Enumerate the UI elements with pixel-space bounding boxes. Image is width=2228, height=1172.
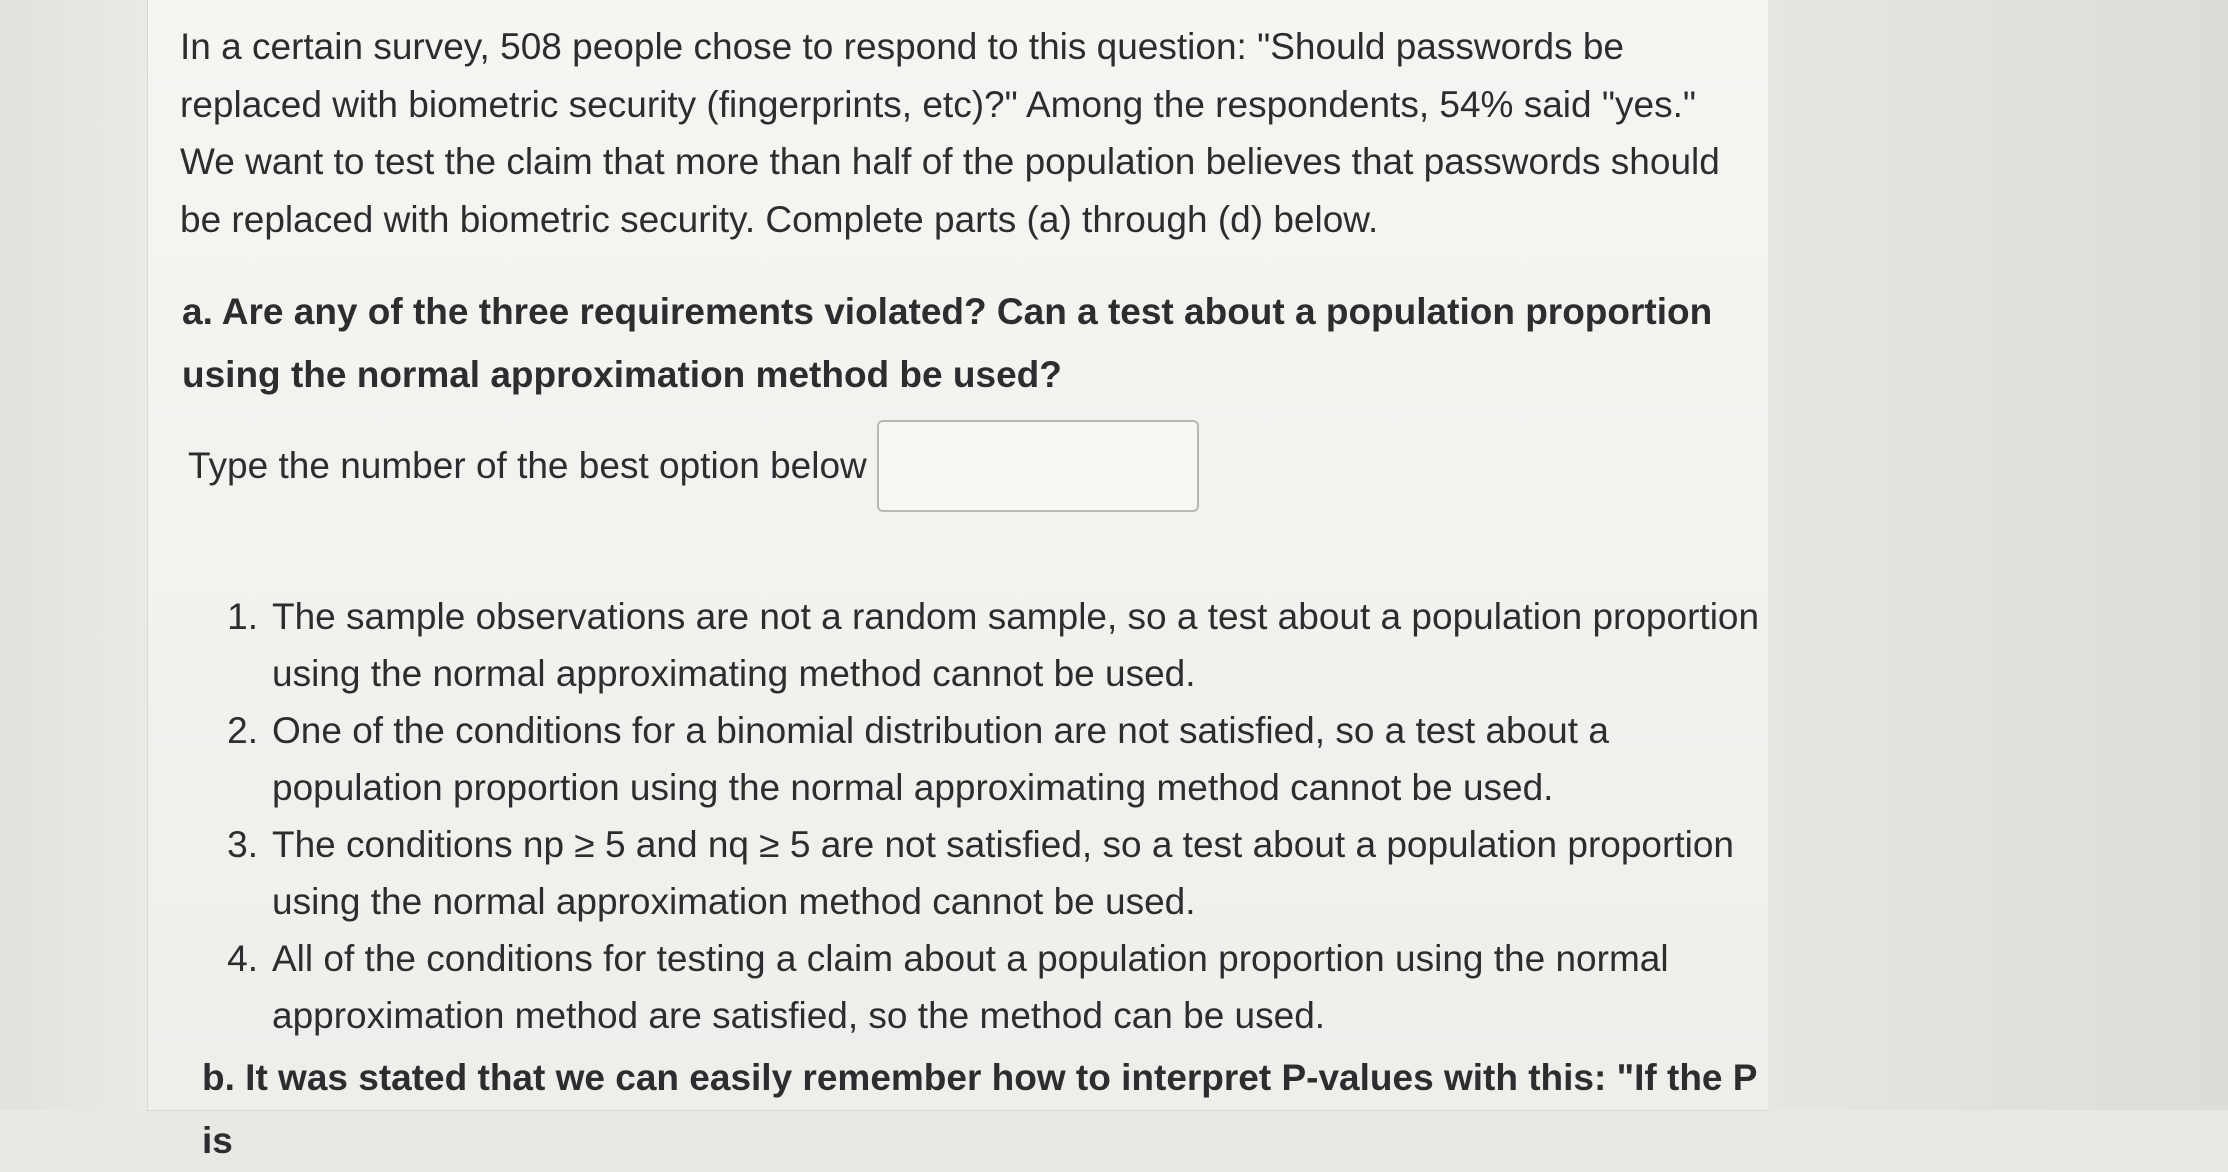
answer-label: Type the number of the best option below [188,445,867,486]
option-number: 2. [227,710,258,751]
answer-input[interactable] [877,420,1199,512]
background-right [1768,0,2228,1110]
option-text: All of the conditions for testing a claim about a population proportion using the normal approximation method are satisfied, so the method can be used. [272,938,1669,1036]
option-1 [200,588,1760,702]
question-content [180,18,1760,1161]
option-text: One of the conditions for a binomial distribution are not satisfied, so a test about a population proportion using the normal approximating method cannot be used. [272,710,1609,808]
option-text: The conditions np ≥ 5 and nq ≥ 5 are not satisfied, so a test about a population proportion using the normal approximation method cannot be used. [272,824,1734,922]
option-number: 1. [227,596,258,637]
option-3 [200,816,1760,930]
part-b-question: b. It was stated that we can easily remember how to interpret P-values with this: "If the P is [202,1057,1757,1161]
option-text: The sample observations are not a random sample, so a test about a population proportion using the normal approximating method cannot be used. [272,596,1760,694]
problem-statement: In a certain survey, 508 people chose to respond to this question: "Should passwords be replaced with biometric security (fingerprints, etc)?" Among the respondents, 54% said "yes." We want to test the claim that more than half of the population believes that passwords should be replaced with biometric security. Complete parts (a) through (d) below. [180,26,1720,240]
option-4 [200,930,1760,1044]
part-a-answer-row [188,420,1199,512]
option-number: 4. [227,938,258,979]
part-a-question: a. Are any of the three requirements violated? Can a test about a population proportion using the normal approximation method be used? [182,291,1713,395]
option-list [200,588,1760,1044]
option-number: 3. [227,824,258,865]
option-2 [200,702,1760,816]
background-left [0,0,148,1110]
